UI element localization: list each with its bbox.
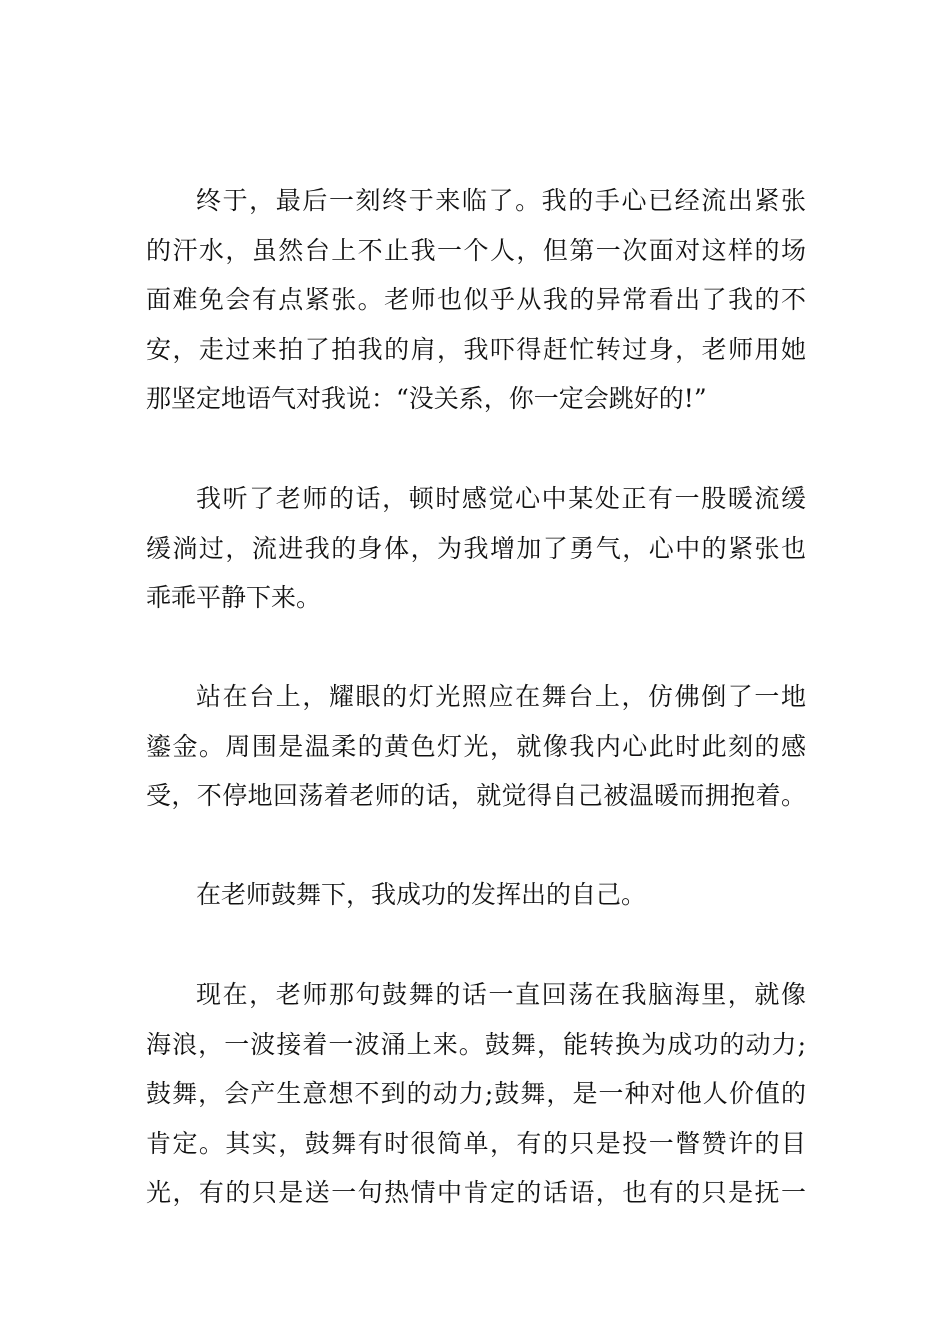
paragraph-line: 的汗水，虽然台上不止我一个人，但第一次面对这样的场	[146, 235, 806, 265]
paragraph-line: 鎏金。周围是温柔的黄色灯光，就像我内心此时此刻的感	[146, 731, 806, 761]
paragraph-line: 站在台上，耀眼的灯光照应在舞台上，仿佛倒了一地	[196, 682, 806, 711]
paragraph-line: 受，不停地回荡着老师的话，就觉得自己被温暖而拥抱着。	[146, 781, 806, 810]
paragraph-line: 乖乖平静下来。	[146, 583, 322, 612]
paragraph-line: 面难免会有点紧张。老师也似乎从我的异常看出了我的不	[146, 285, 806, 314]
paragraph-line: 鼓舞，会产生意想不到的动力;鼓舞，是一种对他人价值的	[146, 1079, 806, 1108]
paragraph-4	[146, 870, 806, 920]
paragraph-line: 缓淌过，流进我的身体，为我增加了勇气，心中的紧张也	[146, 533, 806, 563]
paragraph-line: 肯定。其实，鼓舞有时很简单，有的只是投一瞥赞许的目	[146, 1128, 806, 1158]
paragraph-line: 海浪，一波接着一波涌上来。鼓舞，能转换为成功的动力;	[146, 1029, 806, 1059]
paragraph-1	[146, 176, 806, 424]
paragraph-line: 安，走过来拍了拍我的肩，我吓得赶忙转过身，老师用她	[146, 334, 806, 364]
paragraph-3	[146, 672, 806, 821]
paragraph-line: 那坚定地语气对我说：“没关系，你一定会跳好的!”	[146, 384, 707, 413]
paragraph-line: 终于，最后一刻终于来临了。我的手心已经流出紧张	[196, 186, 806, 215]
paragraph-2	[146, 474, 806, 623]
paragraph-5	[146, 970, 806, 1218]
paragraph-line: 在老师鼓舞下，我成功的发挥出的自己。	[196, 880, 647, 909]
paragraph-line: 光，有的只是送一句热情中肯定的话语，也有的只是抚一	[146, 1178, 806, 1207]
paragraph-line: 现在，老师那句鼓舞的话一直回荡在我脑海里，就像	[196, 980, 806, 1009]
paragraph-line: 我听了老师的话，顿时感觉心中某处正有一股暖流缓	[196, 484, 806, 513]
